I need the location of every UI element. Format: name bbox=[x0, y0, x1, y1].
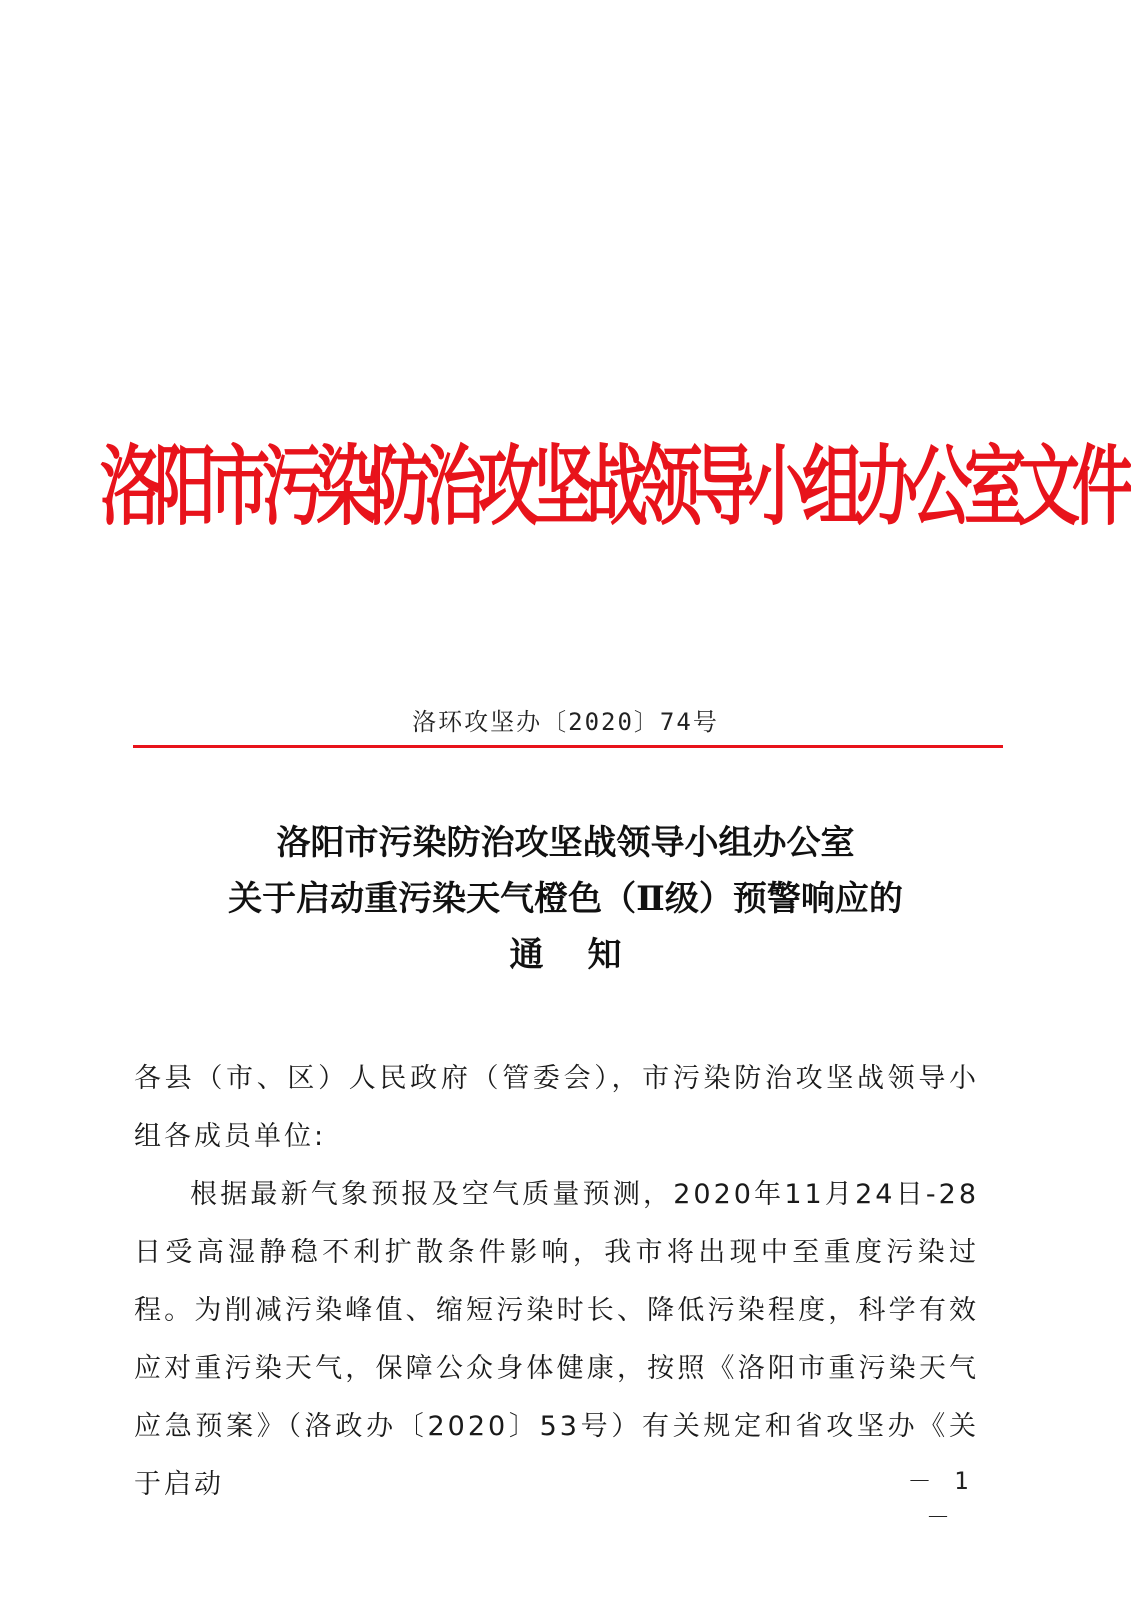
masthead-title: 洛阳市污染防治攻坚战领导小组办公室文件 bbox=[100, 435, 1127, 538]
notice-title-line-1: 洛阳市污染防治攻坚战领导小组办公室 bbox=[276, 823, 855, 863]
document-number: 洛环攻坚办〔2020〕74号 bbox=[412, 708, 719, 736]
body-text bbox=[134, 1050, 979, 1514]
body-paragraph-1: 根据最新气象预报及空气质量预测，2020年11月24日-28日受高湿静稳不利扩散条件影响，我市将出现中至重度污染过程。为削减污染峰值、缩短污染时长、降低污染程度，科学有效应对重污染天气，保障公众身体健康，按照《洛阳市重污染天气应急预案》（洛政办〔2020〕53号）有关规定和省攻坚办《关于启动 bbox=[134, 1179, 979, 1500]
notice-title-line-2: 关于启动重污染天气橙色（Ⅱ级）预警响应的 bbox=[228, 879, 903, 919]
red-divider-line bbox=[133, 745, 1003, 748]
notice-title-line-3: 通知 bbox=[509, 935, 666, 975]
page-number: － 1 － bbox=[907, 1467, 973, 1531]
addressee-paragraph: 各县（市、区）人民政府（管委会），市污染防治攻坚战领导小组各成员单位: bbox=[134, 1063, 979, 1152]
notice-title bbox=[0, 815, 1131, 983]
